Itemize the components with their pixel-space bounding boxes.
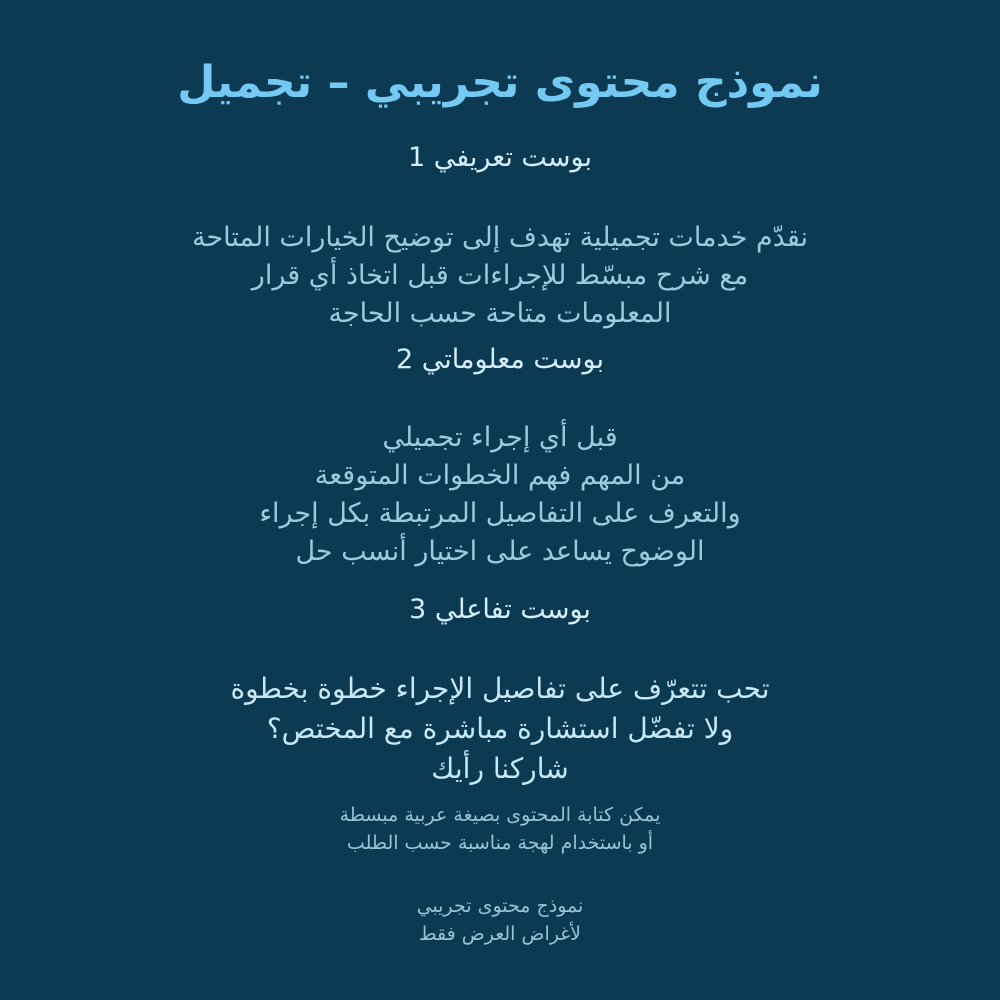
post-2-line: من المهم فهم الخطوات المتوقعة	[314, 460, 686, 491]
post-3-line: ولا تفضّل استشارة مباشرة مع المختص؟	[266, 712, 734, 745]
post-1-line: مع شرح مبسّط للإجراءات قبل اتخاذ أي قرار	[251, 260, 749, 291]
post-1-heading: بوست تعريفي 1	[407, 142, 593, 173]
post-1-line: المعلومات متاحة حسب الحاجة	[328, 298, 672, 329]
note-line: يمكن كتابة المحتوى بصيغة عربية مبسطة	[339, 804, 661, 826]
note-line: أو باستخدام لهجة مناسبة حسب الطلب	[346, 832, 654, 854]
footer-line: لأغراض العرض فقط	[418, 923, 581, 945]
footer-line: نموذج محتوى تجريبي	[416, 895, 584, 917]
post-3-line: شاركنا رأيك	[431, 752, 569, 785]
page-title: نموذج محتوى تجريبي – تجميل	[177, 57, 823, 108]
post-3-line: تحب تتعرّف على تفاصيل الإجراء خطوة بخطوة	[230, 672, 770, 705]
post-2-line: والتعرف على التفاصيل المرتبطة بكل إجراء	[259, 498, 741, 529]
post-2-line: قبل أي إجراء تجميلي	[382, 422, 618, 453]
post-2-line: الوضوح يساعد على اختيار أنسب حل	[295, 536, 705, 567]
post-2-heading: بوست معلوماتي 2	[395, 344, 605, 375]
post-3-heading: بوست تفاعلي 3	[409, 594, 591, 625]
post-1-line: نقدّم خدمات تجميلية تهدف إلى توضيح الخيارات المتاحة	[191, 222, 809, 253]
